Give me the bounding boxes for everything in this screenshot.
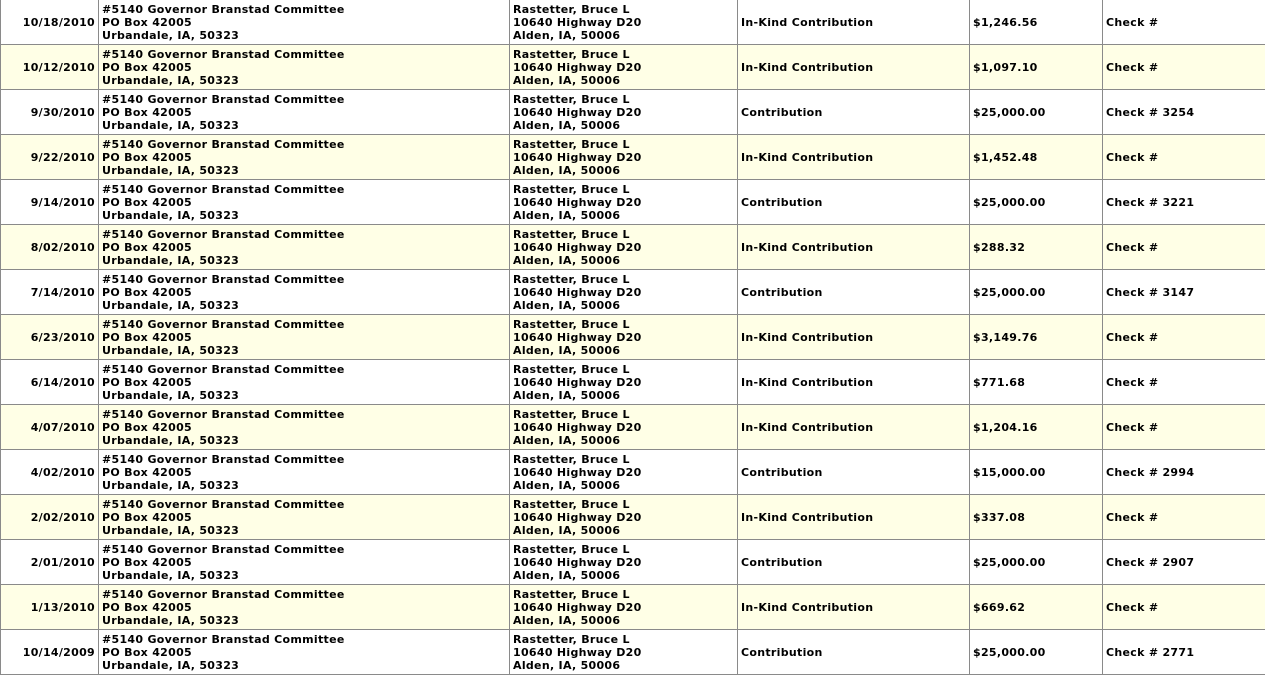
date-cell: 2/01/2010: [1, 540, 99, 585]
committee-address: PO Box 42005: [102, 105, 192, 119]
contributor-cell: [510, 450, 738, 495]
contributor-cell: [510, 45, 738, 90]
committee-cell: [99, 405, 510, 450]
contributor-cell: [510, 630, 738, 675]
contributor-name: Rastetter, Bruce L: [513, 452, 630, 466]
contributor-cell: [510, 540, 738, 585]
contributor-city: Alden, IA, 50006: [513, 613, 621, 627]
contributor-city: Alden, IA, 50006: [513, 658, 621, 672]
contributor-name: Rastetter, Bruce L: [513, 137, 630, 151]
contributor-city: Alden, IA, 50006: [513, 433, 621, 447]
transaction-type-cell: In-Kind Contribution: [738, 225, 970, 270]
table-row: [1, 45, 1265, 90]
contributor-name: Rastetter, Bruce L: [513, 542, 630, 556]
transaction-type-cell: In-Kind Contribution: [738, 135, 970, 180]
contributor-address: 10640 Highway D20: [513, 60, 642, 74]
committee-name: #5140 Governor Branstad Committee: [102, 227, 345, 241]
date-cell: 10/12/2010: [1, 45, 99, 90]
date-cell: 1/13/2010: [1, 585, 99, 630]
committee-cell: [99, 315, 510, 360]
contributor-address: 10640 Highway D20: [513, 420, 642, 434]
check-number-cell: Check #: [1103, 135, 1265, 180]
committee-name: #5140 Governor Branstad Committee: [102, 362, 345, 376]
committee-name: #5140 Governor Branstad Committee: [102, 92, 345, 106]
contributor-cell: [510, 585, 738, 630]
contributor-cell: [510, 270, 738, 315]
amount-cell: $1,204.16: [970, 405, 1103, 450]
transaction-type-cell: Contribution: [738, 270, 970, 315]
contributor-name: Rastetter, Bruce L: [513, 632, 630, 646]
transaction-type-cell: Contribution: [738, 540, 970, 585]
committee-cell: [99, 180, 510, 225]
contributor-address: 10640 Highway D20: [513, 285, 642, 299]
committee-name: #5140 Governor Branstad Committee: [102, 2, 345, 16]
table-row: [1, 630, 1265, 675]
amount-cell: $771.68: [970, 360, 1103, 405]
date-cell: 10/18/2010: [1, 0, 99, 45]
committee-cell: [99, 585, 510, 630]
contributor-address: 10640 Highway D20: [513, 465, 642, 479]
committee-cell: [99, 540, 510, 585]
committee-cell: [99, 0, 510, 45]
committee-cell: [99, 495, 510, 540]
committee-name: #5140 Governor Branstad Committee: [102, 182, 345, 196]
date-cell: 7/14/2010: [1, 270, 99, 315]
contributor-name: Rastetter, Bruce L: [513, 2, 630, 16]
contributor-name: Rastetter, Bruce L: [513, 227, 630, 241]
committee-name: #5140 Governor Branstad Committee: [102, 317, 345, 331]
committee-city: Urbandale, IA, 50323: [102, 298, 240, 312]
committee-city: Urbandale, IA, 50323: [102, 613, 240, 627]
amount-cell: $337.08: [970, 495, 1103, 540]
committee-address: PO Box 42005: [102, 465, 192, 479]
transaction-type-cell: In-Kind Contribution: [738, 315, 970, 360]
contributor-address: 10640 Highway D20: [513, 150, 642, 164]
committee-address: PO Box 42005: [102, 15, 192, 29]
contributor-address: 10640 Highway D20: [513, 375, 642, 389]
contributor-name: Rastetter, Bruce L: [513, 587, 630, 601]
table-row: [1, 450, 1265, 495]
date-cell: 6/14/2010: [1, 360, 99, 405]
contributor-city: Alden, IA, 50006: [513, 298, 621, 312]
table-row: [1, 90, 1265, 135]
contributor-city: Alden, IA, 50006: [513, 118, 621, 132]
contributor-city: Alden, IA, 50006: [513, 163, 621, 177]
transaction-type-cell: In-Kind Contribution: [738, 0, 970, 45]
contributor-city: Alden, IA, 50006: [513, 28, 621, 42]
committee-address: PO Box 42005: [102, 645, 192, 659]
contributor-address: 10640 Highway D20: [513, 195, 642, 209]
amount-cell: $1,246.56: [970, 0, 1103, 45]
check-number-cell: Check # 2907: [1103, 540, 1265, 585]
check-number-cell: Check #: [1103, 405, 1265, 450]
date-cell: 10/14/2009: [1, 630, 99, 675]
contributor-city: Alden, IA, 50006: [513, 523, 621, 537]
contributor-cell: [510, 135, 738, 180]
committee-address: PO Box 42005: [102, 240, 192, 254]
table-row: [1, 315, 1265, 360]
contributor-address: 10640 Highway D20: [513, 600, 642, 614]
table-row: [1, 540, 1265, 585]
date-cell: 6/23/2010: [1, 315, 99, 360]
contributor-city: Alden, IA, 50006: [513, 568, 621, 582]
check-number-cell: Check #: [1103, 225, 1265, 270]
committee-address: PO Box 42005: [102, 510, 192, 524]
transaction-type-cell: In-Kind Contribution: [738, 585, 970, 630]
committee-cell: [99, 135, 510, 180]
table-row: [1, 495, 1265, 540]
committee-address: PO Box 42005: [102, 375, 192, 389]
table-row: [1, 585, 1265, 630]
committee-name: #5140 Governor Branstad Committee: [102, 137, 345, 151]
committee-city: Urbandale, IA, 50323: [102, 433, 240, 447]
contributor-city: Alden, IA, 50006: [513, 73, 621, 87]
committee-city: Urbandale, IA, 50323: [102, 208, 240, 222]
date-cell: 4/02/2010: [1, 450, 99, 495]
check-number-cell: Check # 3147: [1103, 270, 1265, 315]
transaction-type-cell: Contribution: [738, 90, 970, 135]
committee-cell: [99, 270, 510, 315]
amount-cell: $25,000.00: [970, 630, 1103, 675]
contributor-city: Alden, IA, 50006: [513, 253, 621, 267]
committee-city: Urbandale, IA, 50323: [102, 343, 240, 357]
table-row: [1, 225, 1265, 270]
committee-name: #5140 Governor Branstad Committee: [102, 497, 345, 511]
transaction-type-cell: Contribution: [738, 630, 970, 675]
table-row: [1, 405, 1265, 450]
check-number-cell: Check # 2771: [1103, 630, 1265, 675]
contributor-address: 10640 Highway D20: [513, 555, 642, 569]
contributor-cell: [510, 225, 738, 270]
contributor-city: Alden, IA, 50006: [513, 208, 621, 222]
amount-cell: $25,000.00: [970, 270, 1103, 315]
contributor-cell: [510, 90, 738, 135]
check-number-cell: Check #: [1103, 315, 1265, 360]
committee-city: Urbandale, IA, 50323: [102, 568, 240, 582]
amount-cell: $669.62: [970, 585, 1103, 630]
amount-cell: $25,000.00: [970, 180, 1103, 225]
amount-cell: $1,097.10: [970, 45, 1103, 90]
transaction-type-cell: In-Kind Contribution: [738, 495, 970, 540]
transaction-type-cell: Contribution: [738, 450, 970, 495]
committee-cell: [99, 360, 510, 405]
amount-cell: $25,000.00: [970, 90, 1103, 135]
check-number-cell: Check # 3254: [1103, 90, 1265, 135]
contributor-name: Rastetter, Bruce L: [513, 47, 630, 61]
committee-city: Urbandale, IA, 50323: [102, 118, 240, 132]
committee-name: #5140 Governor Branstad Committee: [102, 632, 345, 646]
amount-cell: $288.32: [970, 225, 1103, 270]
committee-address: PO Box 42005: [102, 195, 192, 209]
contributor-cell: [510, 0, 738, 45]
date-cell: 9/22/2010: [1, 135, 99, 180]
committee-city: Urbandale, IA, 50323: [102, 523, 240, 537]
date-cell: 9/30/2010: [1, 90, 99, 135]
contributor-address: 10640 Highway D20: [513, 240, 642, 254]
transaction-type-cell: In-Kind Contribution: [738, 360, 970, 405]
committee-city: Urbandale, IA, 50323: [102, 163, 240, 177]
date-cell: 9/14/2010: [1, 180, 99, 225]
committee-address: PO Box 42005: [102, 285, 192, 299]
committee-name: #5140 Governor Branstad Committee: [102, 542, 345, 556]
amount-cell: $3,149.76: [970, 315, 1103, 360]
committee-address: PO Box 42005: [102, 555, 192, 569]
contributor-address: 10640 Highway D20: [513, 105, 642, 119]
committee-cell: [99, 90, 510, 135]
contributions-table-body: [1, 0, 1265, 675]
contributor-address: 10640 Highway D20: [513, 330, 642, 344]
contributor-city: Alden, IA, 50006: [513, 478, 621, 492]
committee-name: #5140 Governor Branstad Committee: [102, 452, 345, 466]
check-number-cell: Check #: [1103, 45, 1265, 90]
transaction-type-cell: Contribution: [738, 180, 970, 225]
contributor-cell: [510, 360, 738, 405]
contributor-name: Rastetter, Bruce L: [513, 92, 630, 106]
committee-city: Urbandale, IA, 50323: [102, 253, 240, 267]
check-number-cell: Check #: [1103, 585, 1265, 630]
contributor-cell: [510, 405, 738, 450]
amount-cell: $1,452.48: [970, 135, 1103, 180]
table-row: [1, 360, 1265, 405]
check-number-cell: Check #: [1103, 495, 1265, 540]
committee-city: Urbandale, IA, 50323: [102, 28, 240, 42]
amount-cell: $25,000.00: [970, 540, 1103, 585]
date-cell: 4/07/2010: [1, 405, 99, 450]
contributor-address: 10640 Highway D20: [513, 510, 642, 524]
committee-name: #5140 Governor Branstad Committee: [102, 47, 345, 61]
committee-city: Urbandale, IA, 50323: [102, 658, 240, 672]
table-row: [1, 180, 1265, 225]
check-number-cell: Check #: [1103, 0, 1265, 45]
table-row: [1, 270, 1265, 315]
table-row: [1, 135, 1265, 180]
committee-address: PO Box 42005: [102, 150, 192, 164]
contributor-address: 10640 Highway D20: [513, 645, 642, 659]
check-number-cell: Check # 3221: [1103, 180, 1265, 225]
contributor-name: Rastetter, Bruce L: [513, 182, 630, 196]
committee-address: PO Box 42005: [102, 330, 192, 344]
date-cell: 8/02/2010: [1, 225, 99, 270]
committee-city: Urbandale, IA, 50323: [102, 388, 240, 402]
contributor-cell: [510, 315, 738, 360]
committee-cell: [99, 630, 510, 675]
date-cell: 2/02/2010: [1, 495, 99, 540]
committee-name: #5140 Governor Branstad Committee: [102, 587, 345, 601]
contributor-address: 10640 Highway D20: [513, 15, 642, 29]
contributor-cell: [510, 495, 738, 540]
contributor-name: Rastetter, Bruce L: [513, 407, 630, 421]
check-number-cell: Check #: [1103, 360, 1265, 405]
table-row: [1, 0, 1265, 45]
committee-cell: [99, 225, 510, 270]
contributor-name: Rastetter, Bruce L: [513, 272, 630, 286]
committee-name: #5140 Governor Branstad Committee: [102, 272, 345, 286]
committee-cell: [99, 450, 510, 495]
check-number-cell: Check # 2994: [1103, 450, 1265, 495]
contributor-city: Alden, IA, 50006: [513, 388, 621, 402]
amount-cell: $15,000.00: [970, 450, 1103, 495]
transaction-type-cell: In-Kind Contribution: [738, 405, 970, 450]
committee-city: Urbandale, IA, 50323: [102, 73, 240, 87]
committee-address: PO Box 42005: [102, 60, 192, 74]
contributor-name: Rastetter, Bruce L: [513, 497, 630, 511]
contributor-name: Rastetter, Bruce L: [513, 317, 630, 331]
committee-city: Urbandale, IA, 50323: [102, 478, 240, 492]
contributor-cell: [510, 180, 738, 225]
committee-name: #5140 Governor Branstad Committee: [102, 407, 345, 421]
committee-address: PO Box 42005: [102, 600, 192, 614]
committee-address: PO Box 42005: [102, 420, 192, 434]
contributor-city: Alden, IA, 50006: [513, 343, 621, 357]
contributor-name: Rastetter, Bruce L: [513, 362, 630, 376]
transaction-type-cell: In-Kind Contribution: [738, 45, 970, 90]
committee-cell: [99, 45, 510, 90]
